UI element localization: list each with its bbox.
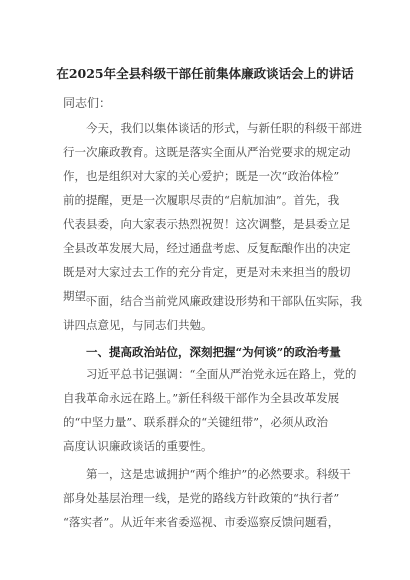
paragraph-line: 行一次廉政教育。这既是落实全面从严治党要求的规定动: [63, 145, 351, 159]
paragraph-quote: [63, 362, 357, 458]
paragraph-intro: [63, 289, 362, 337]
paragraph-first-point: [63, 462, 353, 534]
paragraph-line: 既是对大家过去工作的充分肯定，更是对未来担当的殷切: [63, 265, 351, 279]
paragraph-line: 期望。: [63, 289, 98, 303]
salutation: 同志们：: [63, 96, 112, 110]
paragraph-line: 全县改革发展大局，经过通盘考虑、反复酝酿作出的决定: [63, 241, 351, 255]
paragraph-line: 今天，我们以集体谈话的形式，与新任职的科级干部进: [86, 121, 362, 135]
paragraph-line: “落实者”。从近年来省委巡视、市委巡察反馈问题看，: [63, 515, 340, 529]
paragraph-line: 讲四点意见，与同志们共勉。: [63, 318, 213, 332]
paragraph-line: 习近平总书记强调：“全面从严治党永远在路上，党的: [86, 367, 357, 381]
paragraph-line: 作，也是组织对大家的关心爱护；既是一次“政治体检”: [63, 169, 340, 183]
section-heading-1: 一、提高政治站位，深刻把握“为何谈”的政治考量: [86, 345, 341, 359]
paragraph-line: 下面，结合当前党风廉政建设形势和干部队伍实际，我: [86, 294, 362, 308]
paragraph-line: 代表县委，向大家表示热烈祝贺！这次调整，是县委立足: [63, 217, 351, 231]
paragraph-line: 的“中坚力量”、联系群众的“关键纽带”，必须从政治: [63, 415, 329, 429]
paragraph-line: 自我革命永远在路上。”新任科级干部作为全县改革发展: [63, 391, 340, 405]
paragraph-opening: [63, 116, 362, 308]
paragraph-line: 部身处基层治理一线，是党的路线方针政策的“执行者”: [63, 491, 340, 505]
paragraph-line: 高度认识廉政谈话的重要性。: [63, 439, 213, 453]
paragraph-line: 前的提醒，更是一次履职尽责的“启航加油”。首先，我: [63, 193, 340, 207]
document-title: 在2025年全县科级干部任前集体廉政谈话会上的讲话: [56, 66, 354, 81]
paragraph-line: 第一，这是忠诚拥护“两个维护”的必然要求。科级干: [86, 467, 351, 481]
